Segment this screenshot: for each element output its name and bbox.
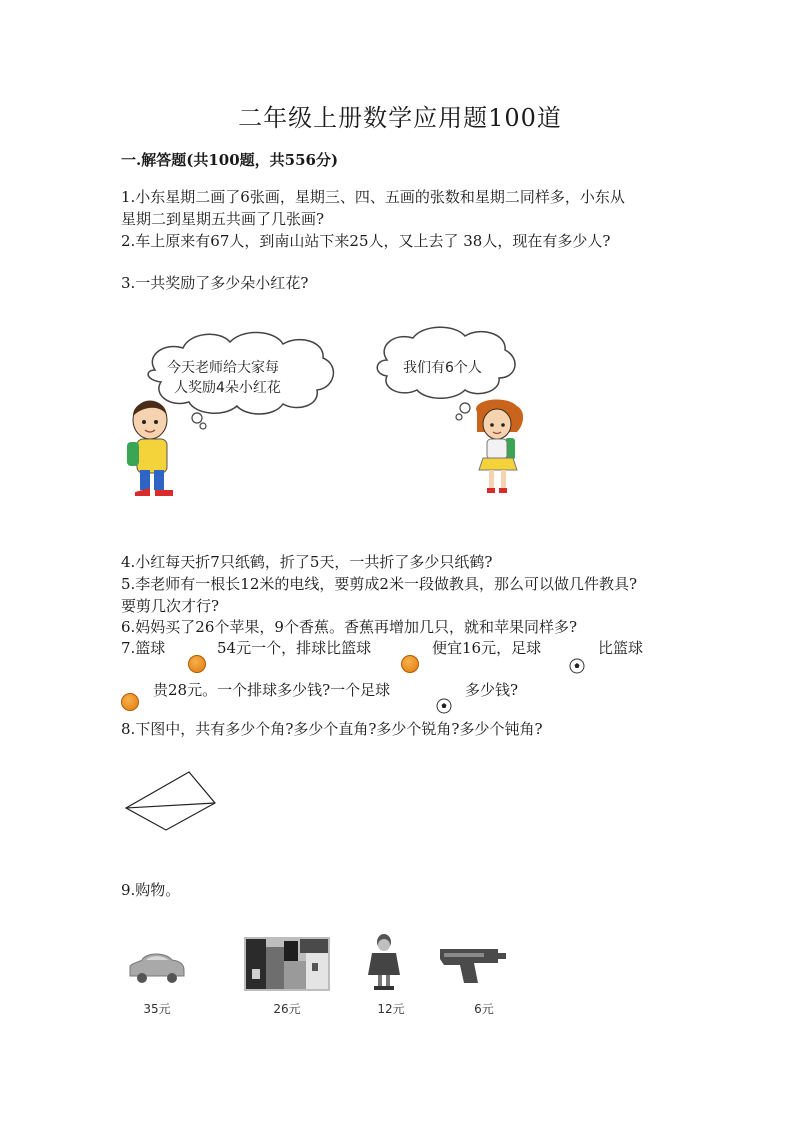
- question-7-part-5: 贵28元。一个排球多少钱?一个足球: [153, 681, 391, 699]
- soccer-ball-icon: [569, 658, 585, 674]
- question-1-line-1: 1.小东星期二画了6张画，星期三、四、五画的张数和星期二同样多，小东从: [121, 188, 625, 206]
- question-9: 9.购物。: [121, 881, 181, 899]
- girl-figure: [476, 399, 523, 493]
- toy-gun-icon: [438, 945, 508, 987]
- question-7-part-3: 便宜16元，足球: [432, 639, 542, 657]
- question-3: 3.一共奖励了多少朵小红花?: [121, 274, 309, 292]
- soccer-ball-icon-2: [436, 698, 452, 714]
- price-doll: 12元: [377, 1002, 405, 1016]
- question-6: 6.妈妈买了26个苹果，9个香蕉。香蕉再增加几只，就和苹果同样多?: [121, 618, 577, 636]
- basketball-icon-2: [121, 693, 139, 711]
- question-5-line-1: 5.李老师有一根长12米的电线，要剪成2米一段做教具，那么可以做几件教具?: [121, 575, 637, 593]
- price-gun: 6元: [474, 1002, 494, 1016]
- page-title: 二年级上册数学应用题100道: [238, 104, 562, 132]
- question-7-part-4: 比篮球: [598, 639, 644, 657]
- toy-car-icon: [126, 948, 188, 988]
- boy-figure: [127, 401, 173, 496]
- question-3-illustration: [125, 320, 545, 505]
- basketball-icon: [188, 655, 206, 673]
- bubble-left-line-2: 人奖励4朵小红花: [174, 380, 281, 396]
- question-7-part-6: 多少钱?: [465, 681, 519, 699]
- section-heading: 一.解答题(共100题，共556分): [121, 151, 339, 169]
- question-1-line-2: 星期二到星期五共画了几张画?: [121, 210, 325, 228]
- bubble-left-line-1: 今天老师给大家每: [167, 360, 279, 376]
- question-7-part-2: 54元一个，排球比篮球: [217, 639, 372, 657]
- price-blocks: 26元: [273, 1002, 301, 1016]
- volleyball-icon: [401, 655, 419, 673]
- question-7-part-1: 7.篮球: [121, 639, 166, 657]
- question-5-line-2: 要剪几次才行?: [121, 597, 220, 615]
- price-car: 35元: [143, 1002, 171, 1016]
- question-4: 4.小红每天折7只纸鹤，折了5天，一共折了多少只纸鹤?: [121, 553, 493, 571]
- doll-icon: [364, 933, 404, 991]
- question-8: 8.下图中，共有多少个角?多少个直角?多少个锐角?多少个钝角?: [121, 720, 543, 738]
- bubble-right-text: 我们有6个人: [403, 360, 482, 376]
- angle-figure: [120, 765, 220, 835]
- question-2: 2.车上原来有67人，到南山站下来25人，又上去了 38人，现在有多少人?: [121, 232, 611, 250]
- building-blocks-icon: [244, 937, 330, 991]
